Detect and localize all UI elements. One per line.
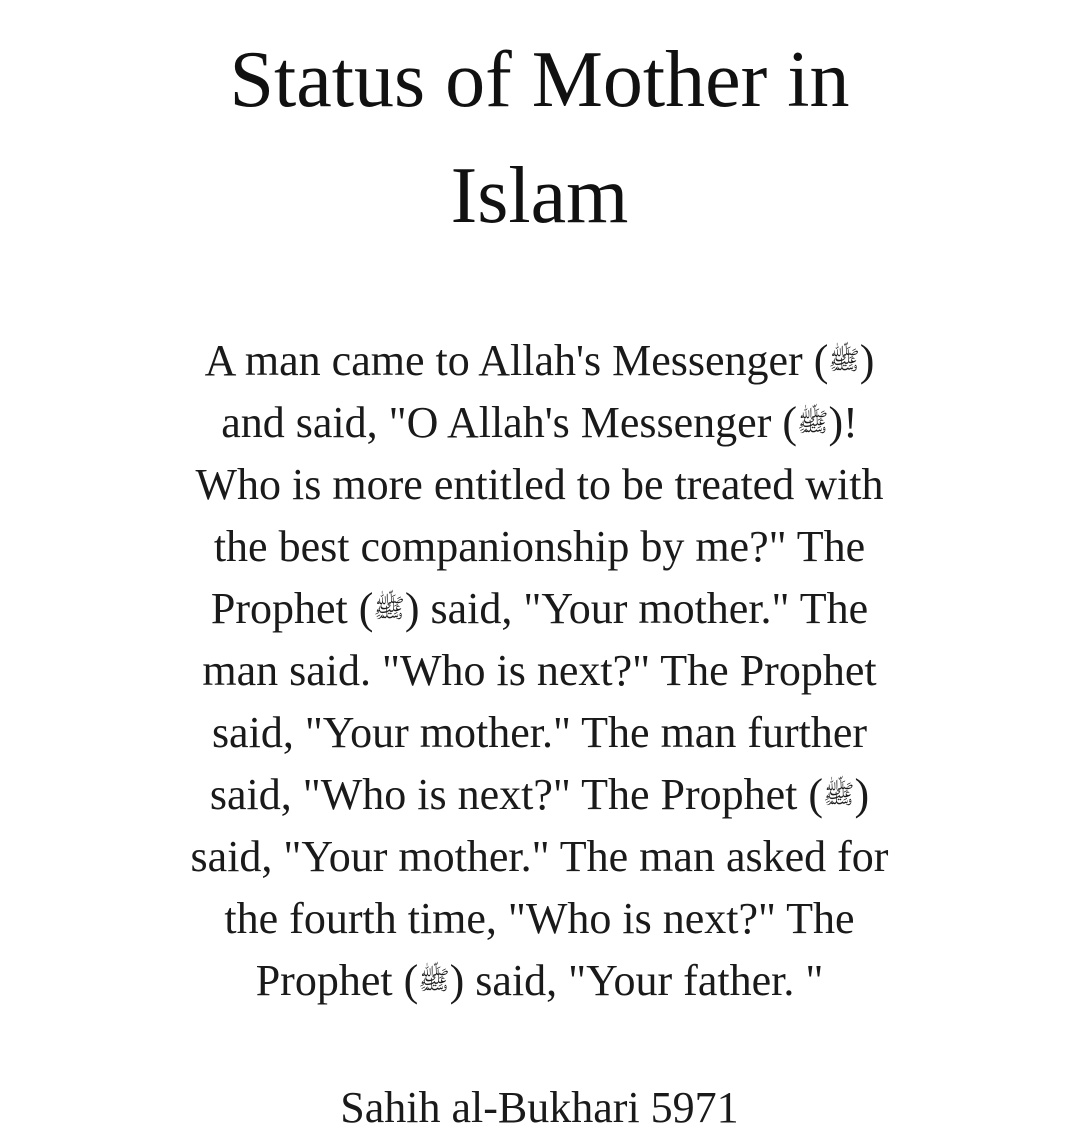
hadith-text <box>0 330 1079 1012</box>
hadith-line-6: man said. "Who is next?" The Prophet <box>202 646 877 695</box>
hadith-line-9: said, "Your mother." The man asked for <box>190 832 889 881</box>
hadith-line-3: Who is more entitled to be treated with <box>195 460 884 509</box>
hadith-text-segment: ) <box>859 336 875 385</box>
title-line-2: Islam <box>450 152 629 240</box>
hadith-text-segment: Prophet ( <box>255 956 419 1005</box>
hadith-line-7: said, "Your mother." The man further <box>211 708 868 757</box>
hadith-text-segment: ) said, "Your father. " <box>449 956 824 1005</box>
salawat-glyph: ﷺ <box>373 594 405 624</box>
page-title <box>0 22 1079 254</box>
title-line-1: Status of Mother in <box>229 36 850 124</box>
hadith-text-segment: said, "Who is next?" The Prophet ( <box>209 770 824 819</box>
salawat-glyph: ﷺ <box>828 346 860 376</box>
hadith-text-segment: A man came to Allah's Messenger ( <box>204 336 829 385</box>
hadith-line-2 <box>0 392 1079 454</box>
hadith-text-segment: and said, "O Allah's Messenger ( <box>221 398 798 447</box>
salawat-glyph: ﷺ <box>418 966 450 996</box>
hadith-line-4: the best companionship by me?" The <box>213 522 866 571</box>
hadith-text-segment: ) <box>854 770 870 819</box>
hadith-text-segment: )! <box>828 398 858 447</box>
hadith-line-8 <box>0 764 1079 826</box>
hadith-text-segment: ) said, "Your mother." The <box>404 584 869 633</box>
salawat-glyph: ﷺ <box>823 780 855 810</box>
hadith-text-segment: Prophet ( <box>210 584 374 633</box>
salawat-glyph: ﷺ <box>797 408 829 438</box>
hadith-source: Sahih al-Bukhari 5971 <box>340 1083 739 1132</box>
hadith-line-11 <box>0 950 1079 1012</box>
hadith-line-5 <box>0 578 1079 640</box>
hadith-line-10: the fourth time, "Who is next?" The <box>224 894 855 943</box>
hadith-line-1 <box>0 330 1079 392</box>
